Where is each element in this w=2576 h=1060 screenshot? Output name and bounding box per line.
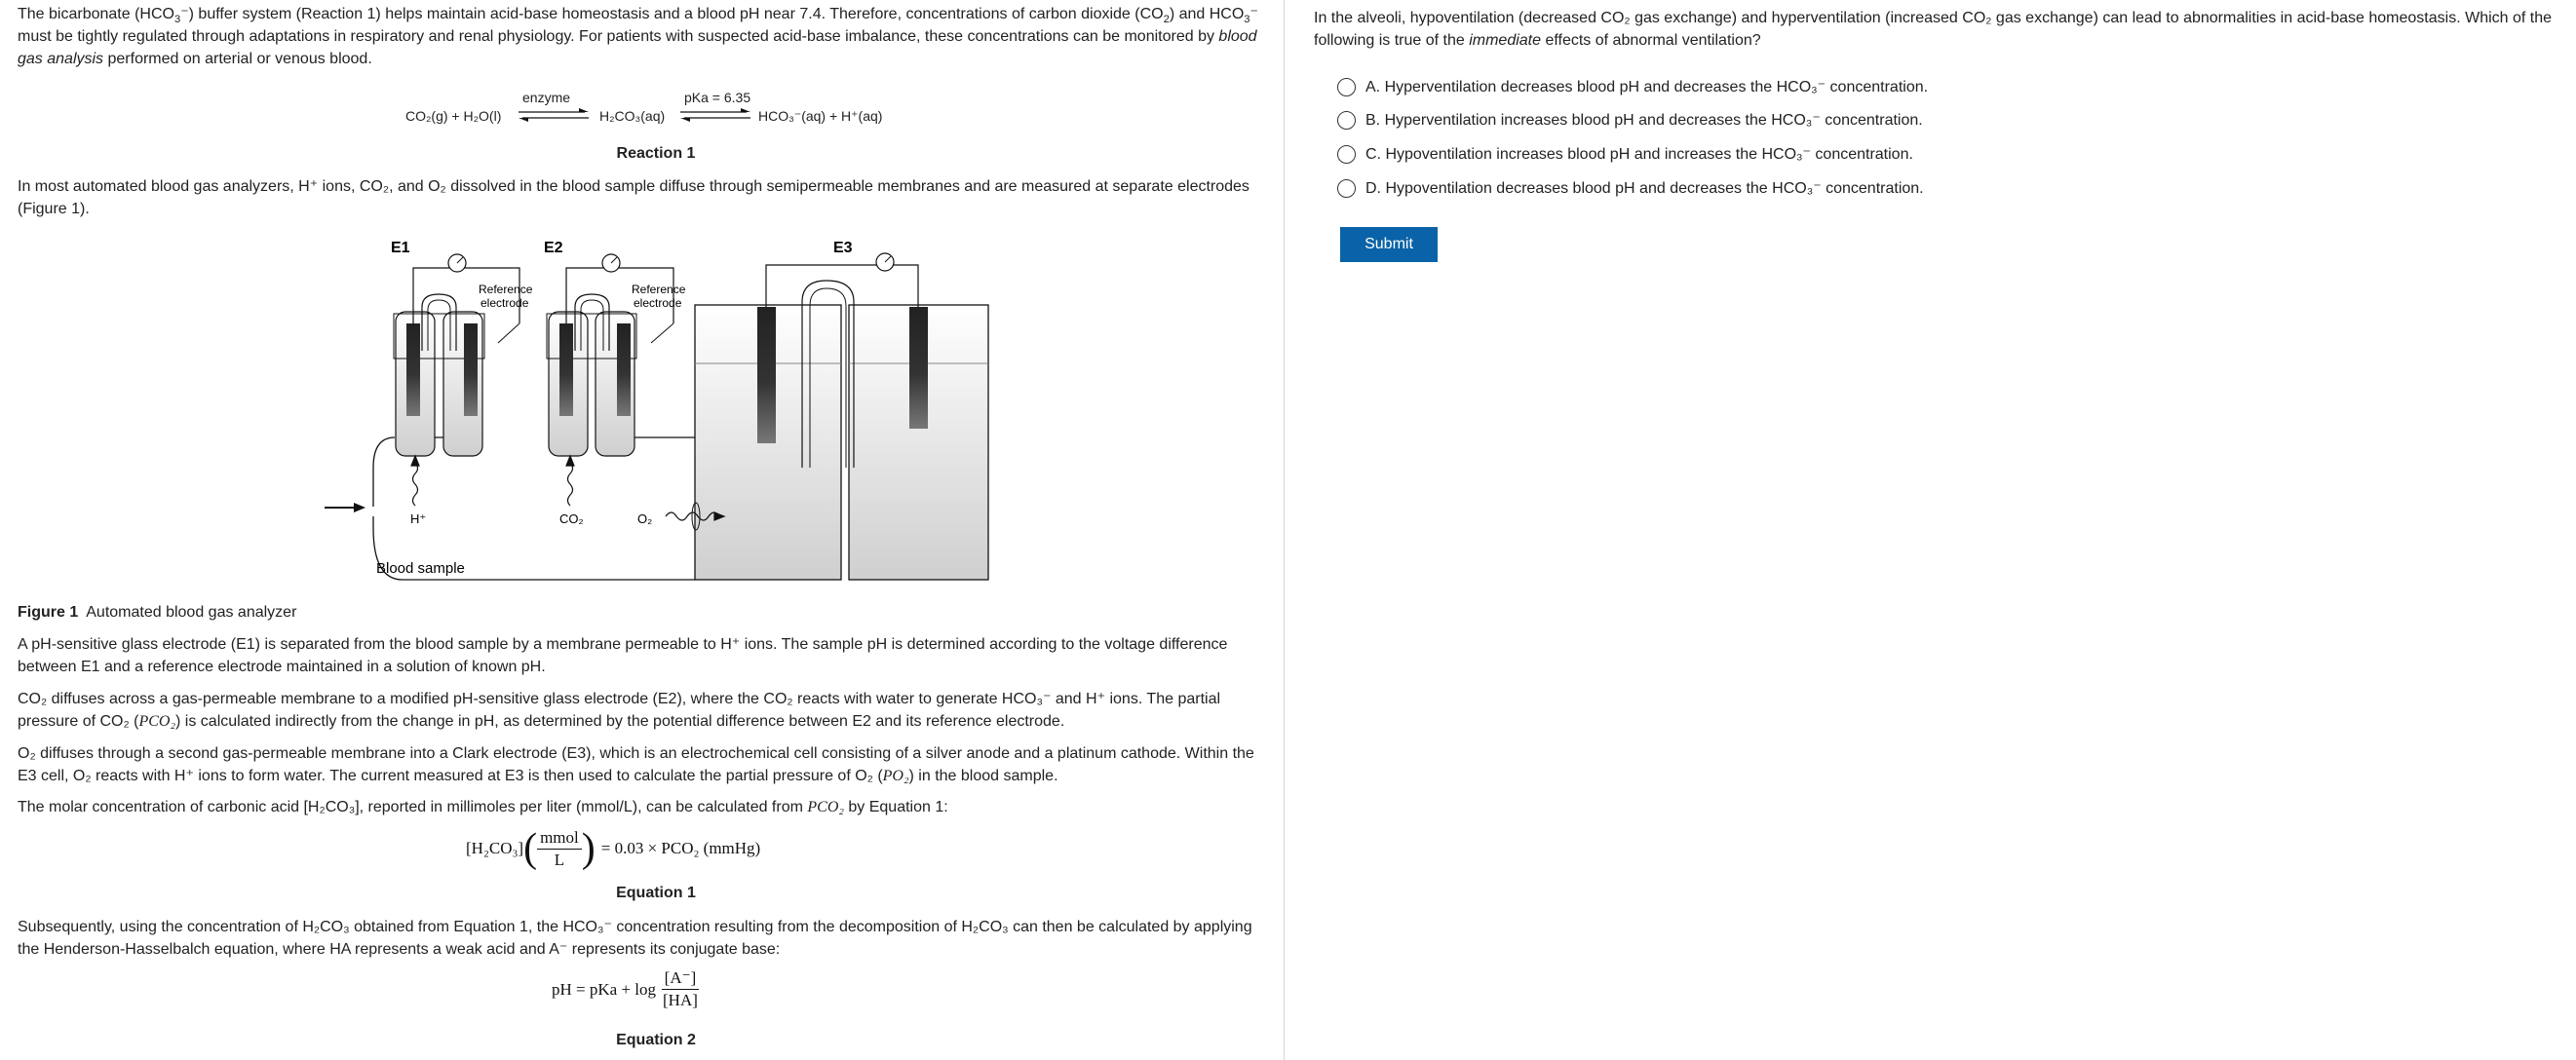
reaction-intermediate: H₂CO₃(aq) — [599, 108, 666, 124]
reaction-products: HCO₃⁻(aq) + H⁺(aq) — [758, 108, 883, 124]
panel-divider — [1284, 0, 1285, 1060]
passage-paragraph-e3: O₂ diffuses through a second gas-permeable membrane into a Clark electrode (E3), which is an electrochemical cell consisting of a silver anode and a platinum cathode. Within the E3 cell, O₂ reacts with H⁺ ions to form water. The current measured at E3 is then used to calculate the partial pressure of O₂ (PO₂) in the blood sample. — [18, 745, 1254, 784]
passage-paragraph-intro: The bicarbonate $(HCO_3^-)$ buffer system (Reaction 1) helps maintain acid-base homeostasis and a blood pH near 7.4. Therefore, concentrations of carbon dioxide $(CO_2)$ and $HCO_3^-$ must be tightly regulated through adaptations in respiratory and renal physiology. For patients with suspected acid-base imbalance, these concentrations can be monitored by blood gas analysis performed on arterial or venous blood. — [18, 6, 1258, 67]
question-stem: In the alveoli, hypoventilation (decreased CO₂ gas exchange) and hyperventilation (increased CO₂ gas exchange) can lead to abnormalities in acid-base homeostasis. Which of the following is true of the immediate effects of abnormal ventilation? — [1314, 10, 2553, 49]
co2-diffusion-squiggle-icon — [566, 456, 574, 506]
equation-1-rhs: = 0.03 × PCO₂ (mmHg) — [600, 839, 761, 857]
label-e1: E1 — [391, 240, 410, 256]
answer-choice-b-text: B. Hyperventilation increases blood pH and decreases the HCO₃⁻ concentration. — [1365, 112, 1923, 129]
h-ion-diffusion-squiggle-icon — [411, 456, 419, 506]
answer-choice-a[interactable] — [1337, 77, 1928, 96]
reaction-enzyme-label: enzyme — [522, 90, 571, 105]
radio-d[interactable] — [1337, 179, 1356, 198]
electrode-e3-assembly — [695, 253, 988, 580]
label-o2: O₂ — [637, 511, 653, 526]
figure-blood-gas-analyzer — [305, 234, 1007, 589]
ref2-label-line1: Reference — [632, 283, 686, 296]
submit-button[interactable]: Submit — [1340, 227, 1438, 262]
equilibrium-arrow-1 — [515, 107, 593, 123]
radio-a[interactable] — [1337, 78, 1356, 96]
ref1-label-line1: Reference — [479, 283, 533, 296]
answer-choice-c[interactable] — [1337, 144, 1913, 164]
ref2-label-line2: electrode — [634, 296, 682, 310]
equation-1: [H₂CO₃] ( $\frac{\text{mmol}}{L}$ ) = 0.03 × PCO₂ (mmHg) — [466, 826, 761, 871]
label-h-ion: H⁺ — [410, 511, 427, 526]
equation-1-units: $\frac{\text{mmol}}{L}$ — [537, 827, 582, 871]
answer-choice-c-text: C. Hypoventilation increases blood pH and increases the HCO₃⁻ concentration. — [1365, 146, 1913, 163]
equation-2-fraction: $\frac{[A^-]}{[HA]}$ — [663, 968, 698, 1009]
equation-1-label: Equation 1 — [616, 885, 696, 901]
blood-sample-channel — [373, 437, 695, 580]
equation-1-lhs: [H₂CO₃] — [466, 839, 524, 857]
reaction-label: Reaction 1 — [616, 145, 696, 162]
reaction-pka-label: pKa = 6.35 — [684, 90, 751, 105]
passage-paragraph-analyzers: In most automated blood gas analyzers, H⁺ ions, CO₂, and O₂ dissolved in the blood sample diffuse through semipermeable membranes and are measured at separate electrodes (Figure 1). — [18, 178, 1250, 217]
answer-choice-b[interactable] — [1337, 110, 1923, 130]
equilibrium-arrow-2 — [676, 107, 754, 123]
label-e2: E2 — [544, 240, 563, 256]
equation-2-label: Equation 2 — [616, 1032, 696, 1048]
equation-2-lhs: pH = pKa + log — [552, 979, 656, 999]
answer-choice-d-text: D. Hypoventilation decreases blood pH and decreases the HCO₃⁻ concentration. — [1365, 180, 1924, 197]
passage-panel — [18, 0, 1275, 1060]
passage-paragraph-carbonic-acid: The molar concentration of carbonic acid [H₂CO₃], reported in millimoles per liter (mmol/L), can be calculated from PCO₂ by Equation 1: — [18, 799, 948, 815]
passage-paragraph-henderson: Subsequently, using the concentration of H₂CO₃ obtained from Equation 1, the HCO₃⁻ concentration resulting from the decomposition of H₂CO₃ can then be calculated by applying the Henderson-Hasselbalch equation, where HA represents a weak acid and A⁻ represents its conjugate base: — [18, 919, 1252, 958]
answer-choice-d[interactable] — [1337, 178, 1924, 198]
answer-choice-a-text: A. Hyperventilation decreases blood pH and decreases the HCO₃⁻ concentration. — [1365, 79, 1929, 95]
radio-b[interactable] — [1337, 111, 1356, 130]
passage-paragraph-e2: CO₂ diffuses across a gas-permeable membrane to a modified pH-sensitive glass electrode (E2), where the CO₂ reacts with water to generate HCO₃⁻ and H⁺ ions. The partial pressure of CO₂ (PCO₂) is calculated indirectly from the change in pH, as determined by the potential difference between E2 and its reference electrode. — [18, 691, 1221, 730]
label-co2: CO₂ — [559, 511, 584, 526]
radio-c[interactable] — [1337, 145, 1356, 164]
ref1-label-line2: electrode — [481, 296, 529, 310]
label-e3: E3 — [833, 240, 853, 256]
figure-caption: Figure 1 Automated blood gas analyzer — [18, 604, 297, 621]
reaction-reactants: CO₂(g) + H₂O(l) — [405, 108, 502, 124]
equation-2 — [552, 967, 701, 1011]
inflow-arrow-icon — [325, 503, 365, 512]
label-blood-sample: Blood sample — [376, 560, 465, 577]
passage-paragraph-e1: A pH-sensitive glass electrode (E1) is separated from the blood sample by a membrane permeable to H⁺ ions. The sample pH is determined according to the voltage difference between E1 and a reference electrode maintained in a solution of known pH. — [18, 636, 1228, 675]
